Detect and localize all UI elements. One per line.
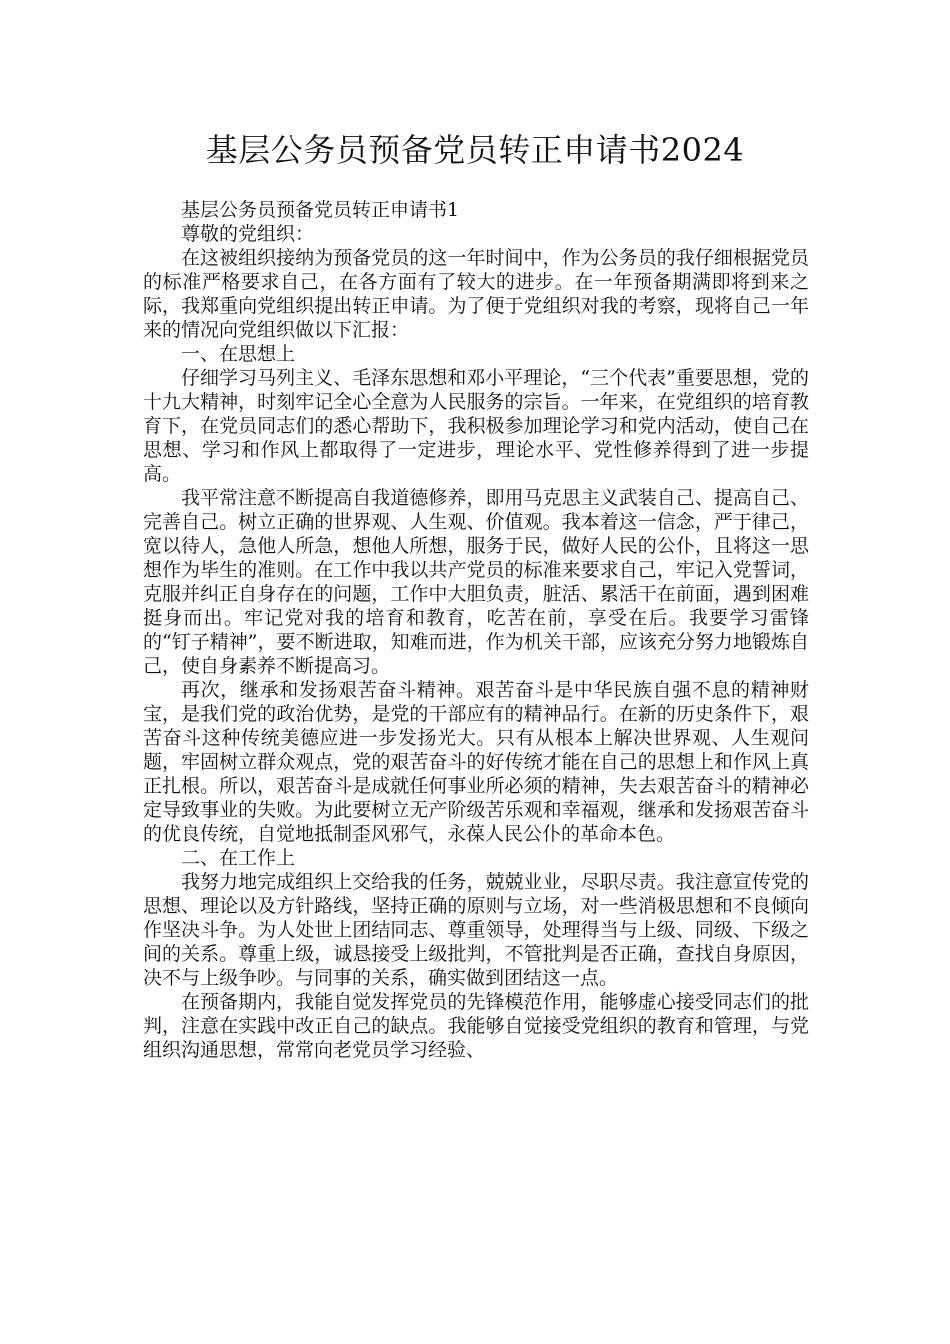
paragraph-hard-work: 再次，继承和发扬艰苦奋斗精神。艰苦奋斗是中华民族自强不息的精神财宝，是我们党的政治优势，是党的干部应有的精神品行。在新的历史条件下，艰苦奋斗这种传统美德应进一步发扬光大。只有从根本上解决世界观、人生观问题，牢固树立群众观点，党的艰苦奋斗的好传统才能在自己的思想上和作风上真正扎根。所以，艰苦奋斗是成就任何事业所必须的精神，失去艰苦奋斗的精神必定导致事业的失败。为此要树立无产阶级苦乐观和幸福观，继承和发扬艰苦奋斗的优良传统，自觉地抵制歪风邪气，永葆人民公仆的革命本色。 bbox=[143, 679, 809, 845]
paragraph-work-duties: 我努力地完成组织上交给我的任务，兢兢业业，尽职尽责。我注意宣传党的思想、理论以及方针路线，坚持正确的原则与立场，对一些消极思想和不良倾向作坚决斗争。为人处世上团结同志、尊重领导，处理得当与上级、同级、下级之间的关系。尊重上级，诚恳接受上级批判，不管批判是否正确，查找自身原因，决不与上级争吵。与同事的关系，确实做到团结这一点。 bbox=[143, 871, 809, 989]
subtitle-line: 基层公务员预备党员转正申请书1 bbox=[181, 199, 460, 221]
section-heading-thought: 一、在思想上 bbox=[181, 343, 296, 365]
salutation: 尊敬的党组织： bbox=[181, 223, 315, 245]
document-title: 基层公务员预备党员转正申请书2024 bbox=[205, 131, 745, 169]
document-body bbox=[143, 198, 809, 1062]
paragraph-probation: 在预备期内，我能自觉发挥党员的先锋模范作用，能够虚心接受同志们的批判，注意在实践中改正自己的缺点。我能够自觉接受党组织的教育和管理，与党组织沟通思想，常常向老党员学习经验、 bbox=[143, 991, 809, 1061]
paragraph-study: 仔细学习马列主义、毛泽东思想和邓小平理论，“三个代表”重要思想，党的十九大精神，时刻牢记全心全意为人民服务的宗旨。一年来，在党组织的培育教育下，在党员同志们的悉心帮助下，我积极参加理论学习和党内活动，使自己在思想、学习和作风上都取得了一定进步，理论水平、党性修养得到了进一步提高。 bbox=[143, 367, 809, 485]
section-heading-work: 二、在工作上 bbox=[181, 847, 296, 869]
paragraph-intro: 在这被组织接纳为预备党员的这一年时间中，作为公务员的我仔细根据党员的标准严格要求自己，在各方面有了较大的进步。在一年预备期满即将到来之际，我郑重向党组织提出转正申请。为了便于党组织对我的考察，现将自己一年来的情况向党组织做以下汇报： bbox=[143, 247, 809, 341]
paragraph-morality: 我平常注意不断提高自我道德修养，即用马克思主义武装自己、提高自己、完善自己。树立正确的世界观、人生观、价值观。我本着这一信念，严于律己，宽以待人，急他人所急，想他人所想，服务于民，做好人民的公仆，且将这一思想作为毕生的准则。在工作中我以共产党员的标准来要求自己，牢记入党誓词，克服并纠正自身存在的问题，工作中大胆负责，脏活、累活干在前面，遇到困难挺身而出。牢记党对我的培育和教育，吃苦在前，享受在后。我要学习雷锋的“钉子精神”，要不断进取，知难而进，作为机关干部，应该充分努力地锻炼自己，使自身素养不断提高习。 bbox=[143, 487, 809, 677]
